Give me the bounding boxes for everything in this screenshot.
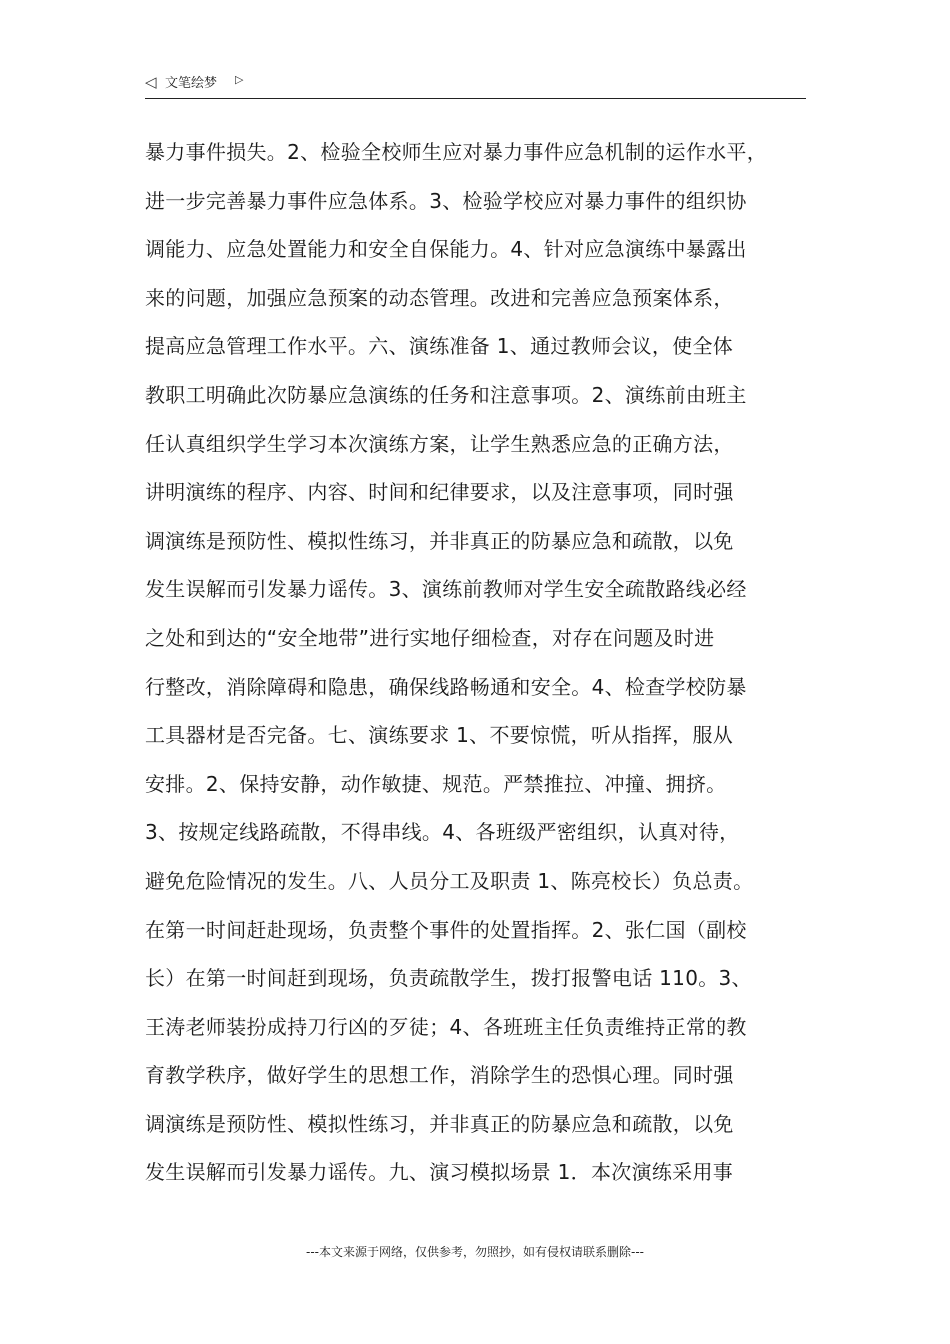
body-line: 避免危险情况的发生。八、人员分工及职责 1、陈亮校长）负总责。 <box>145 868 754 893</box>
body-line: 讲明演练的程序、内容、时间和纪律要求，以及注意事项，同时强 <box>145 480 734 505</box>
body-line: 长）在第一时间赶到现场，负责疏散学生，拨打报警电话 110。3、 <box>145 966 752 991</box>
body-line: 安排。2、保持安静，动作敏捷、规范。严禁推拉、冲撞、拥挤。 <box>145 771 727 796</box>
body-line: 行整改，消除障碍和隐患，确保线路畅通和安全。4、检查学校防暴 <box>145 674 747 699</box>
body-line: 任认真组织学生学习本次演练方案，让学生熟悉应急的正确方法， <box>145 431 734 456</box>
body-line: 3、按规定线路疏散，不得串线。4、各班级严密组织，认真对待， <box>145 820 740 845</box>
document-body <box>145 128 815 1197</box>
body-line: 进一步完善暴力事件应急体系。3、检验学校应对暴力事件的组织协 <box>145 188 747 213</box>
left-triangle-icon: ◁ <box>145 73 157 91</box>
body-line: 教职工明确此次防暴应急演练的任务和注意事项。2、演练前由班主 <box>145 382 747 407</box>
body-line: 来的问题，加强应急预案的动态管理。改进和完善应急预案体系， <box>145 285 734 310</box>
right-triangle-icon: ▷ <box>235 73 244 86</box>
footer-disclaimer: ---本文来源于网络，仅供参考，勿照抄，如有侵权请联系删除--- <box>306 1245 644 1259</box>
body-line: 发生误解而引发暴力谣传。九、演习模拟场景 1．本次演练采用事 <box>145 1160 734 1185</box>
body-line: 王涛老师装扮成持刀行凶的歹徒；4、各班班主任负责维持正常的教 <box>145 1014 747 1039</box>
body-line: 提高应急管理工作水平。六、演练准备 1、通过教师会议，使全体 <box>145 334 734 359</box>
body-line: 调演练是预防性、模拟性练习，并非真正的防暴应急和疏散，以免 <box>145 1111 734 1136</box>
body-line: 调演练是预防性、模拟性练习，并非真正的防暴应急和疏散，以免 <box>145 528 734 553</box>
body-line: 之处和到达的“安全地带”进行实地仔细检查，对存在问题及时进 <box>145 625 715 650</box>
header-title: 文笔绘梦 <box>165 76 218 91</box>
page-header <box>145 70 806 99</box>
body-line: 调能力、应急处置能力和安全自保能力。4、针对应急演练中暴露出 <box>145 237 747 262</box>
body-line: 工具器材是否完备。七、演练要求 1、不要惊慌，听从指挥，服从 <box>145 723 734 748</box>
body-line: 育教学秩序，做好学生的思想工作，消除学生的恐惧心理。同时强 <box>145 1063 734 1088</box>
body-line: 暴力事件损失。2、检验全校师生应对暴力事件应急机制的运作水平， <box>145 140 768 164</box>
body-line: 在第一时间赶赴现场，负责整个事件的处置指挥。2、张仁国（副校 <box>145 917 747 942</box>
body-line: 发生误解而引发暴力谣传。3、演练前教师对学生安全疏散路线必经 <box>145 577 747 602</box>
